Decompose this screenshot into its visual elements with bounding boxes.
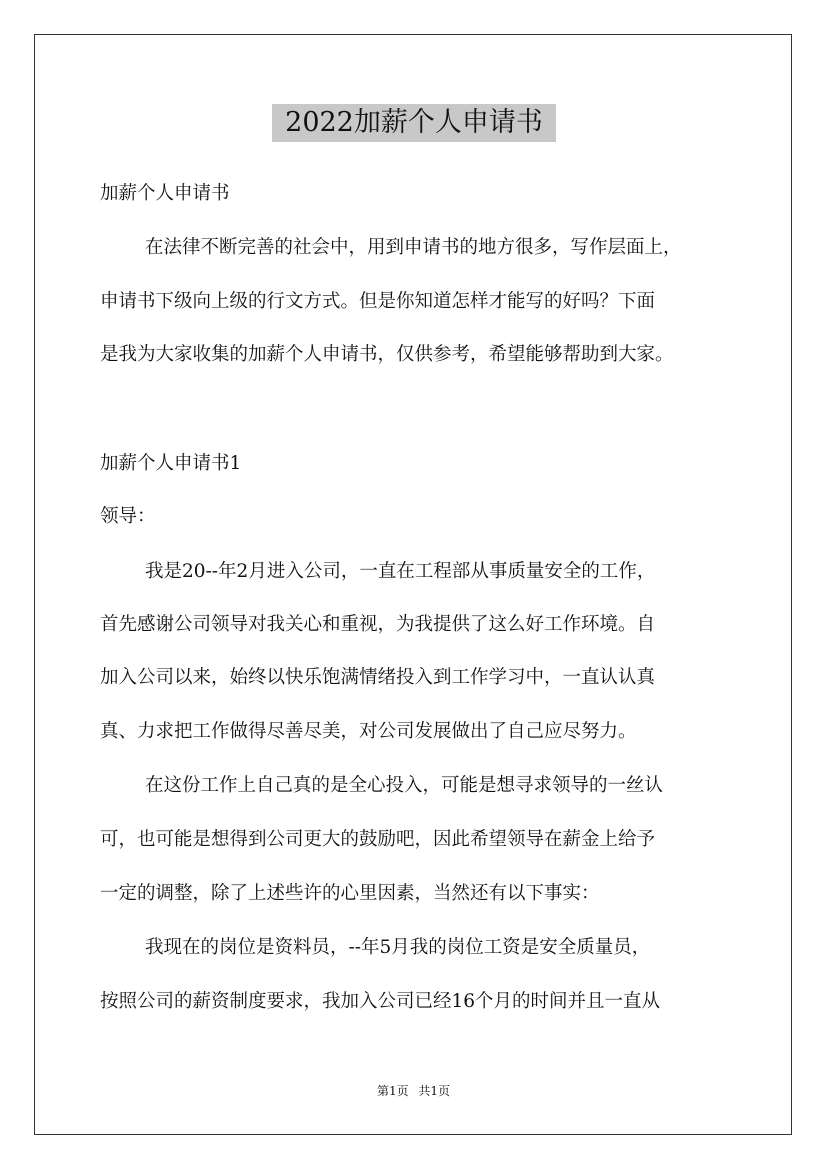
page-footer (0, 1083, 827, 1099)
paragraph-line: 加入公司以来，始终以快乐饱满情绪投入到工作学习中，一直认认真 (100, 667, 656, 688)
paragraph-line: 一定的调整，除了上述些许的心里因素，当然还有以下事实： (100, 883, 600, 904)
page-total: 共1页 (418, 1084, 451, 1098)
paragraph-line: 在法律不断完善的社会中，用到申请书的地方很多，写作层面上， (145, 237, 682, 258)
page-number: 第1页 (376, 1084, 409, 1098)
paragraph-line: 可，也可能是想得到公司更大的鼓励吧，因此希望领导在薪金上给予 (100, 829, 656, 850)
paragraph-line: 真、力求把工作做得尽善尽美，对公司发展做出了自己应尽努力。 (100, 721, 637, 742)
subtitle: 加薪个人申请书 (100, 183, 230, 204)
section-heading: 加薪个人申请书1 (100, 453, 242, 474)
paragraph-line: 按照公司的薪资制度要求，我加入公司已经16个月的时间并且一直从 (100, 991, 661, 1012)
paragraph-line: 是我为大家收集的加薪个人申请书，仅供参考，希望能够帮助到大家。 (100, 344, 674, 365)
paragraph-line: 在这份工作上自己真的是全心投入，可能是想寻求领导的一丝认 (145, 775, 664, 796)
paragraph-line: 申请书下级向上级的行文方式。但是你知道怎样才能写的好吗？下面 (100, 291, 656, 312)
document-title: 2022加薪个人申请书 (272, 104, 556, 142)
paragraph-line: 我是20--年2月进入公司，一直在工程部从事质量安全的工作， (145, 561, 656, 582)
paragraph-line: 我现在的岗位是资料员，--年5月我的岗位工资是安全质量员， (145, 937, 651, 958)
paragraph-line: 首先感谢公司领导对我关心和重视，为我提供了这么好工作环境。自 (100, 614, 656, 635)
salutation: 领导： (100, 506, 156, 527)
